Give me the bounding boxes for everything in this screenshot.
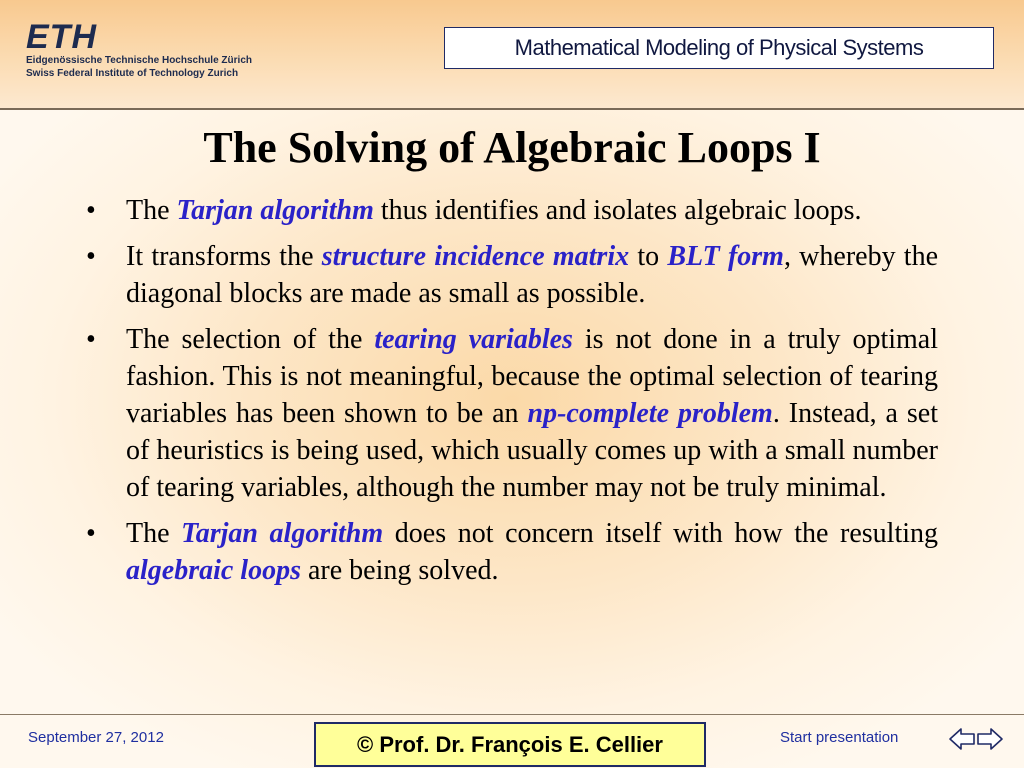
footer-date: September 27, 2012 (28, 729, 164, 746)
bullet-text: thus identifies and isolates algebraic loops. (373, 195, 862, 226)
bullet-marker: • (86, 324, 96, 355)
bullet-marker: • (86, 518, 96, 549)
emphasis-term: algebraic loops (126, 555, 301, 586)
next-arrow-icon[interactable] (976, 724, 1004, 754)
eth-logo (26, 20, 276, 80)
bullet-item (82, 515, 938, 589)
emphasis-term: tearing variables (374, 324, 573, 355)
author-box (314, 722, 706, 767)
bullet-text: The selection of the (126, 324, 375, 355)
bullet-text: are being solved. (301, 555, 499, 586)
slide-title: The Solving of Algebraic Loops I (203, 123, 821, 172)
emphasis-term: structure incidence matrix (321, 241, 630, 272)
bullet-marker: • (86, 195, 96, 226)
bullet-item (82, 192, 938, 229)
bullet-item (82, 238, 938, 312)
bullet-text: . Instead, a set of heuristics is being used, which usually comes up with a small number of tearing variables, although the number may not be truly minimal. (126, 398, 938, 503)
bullet-text: , whereby the diagonal blocks are made as small as possible. (126, 241, 939, 309)
header-divider (0, 108, 1024, 110)
emphasis-term: np-complete problem (527, 398, 773, 429)
eth-logo-line1: Eidgenössische Technische Hochschule Zürich (26, 55, 252, 66)
bullet-text: to (629, 241, 668, 272)
bullet-marker: • (86, 241, 96, 272)
previous-arrow-icon[interactable] (948, 724, 976, 754)
course-title: Mathematical Modeling of Physical Systems (514, 35, 924, 60)
bullet-text: The (126, 518, 182, 549)
course-title-box (444, 27, 994, 69)
emphasis-term: Tarjan algorithm (181, 518, 384, 549)
bullet-text: does not concern itself with how the resulting (383, 518, 939, 549)
eth-logo-wordmark: ETH (26, 18, 97, 56)
emphasis-term: BLT form (667, 241, 784, 272)
slide-navigation (948, 724, 1004, 754)
bullet-item (82, 321, 938, 506)
start-presentation-link[interactable]: Start presentation (780, 729, 899, 746)
bullet-list (82, 192, 938, 598)
bullet-text: is not done in a truly optimal fashion. This is not meaningful, because the optimal selection of tearing variables has been shown to be an (126, 324, 938, 429)
bullet-text: It transforms the (126, 241, 322, 272)
bullet-text: The (126, 195, 177, 226)
emphasis-term: Tarjan algorithm (176, 195, 374, 226)
footer-divider (0, 714, 1024, 715)
eth-logo-line2: Swiss Federal Institute of Technology Zurich (26, 68, 239, 79)
author-name: © Prof. Dr. François E. Cellier (357, 731, 663, 757)
